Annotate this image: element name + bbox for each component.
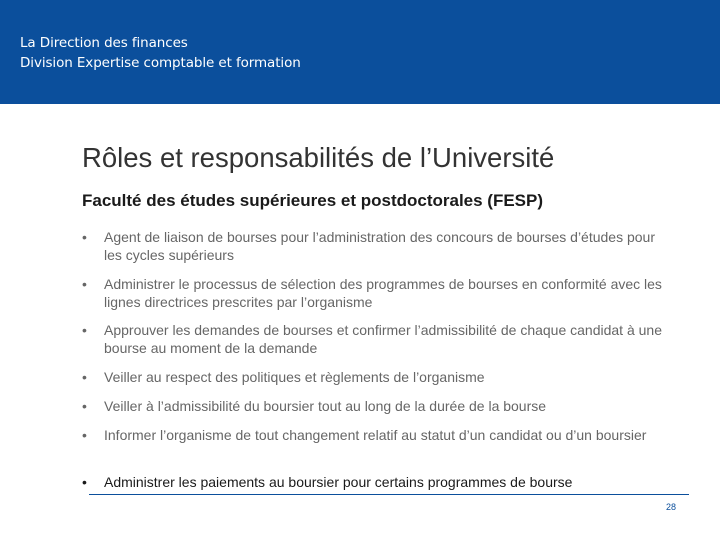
bullet-text: Administrer les paiements au boursier pour certains programmes de bourse	[104, 474, 573, 490]
bullet-marker: •	[82, 369, 87, 385]
bullet-marker: •	[82, 427, 87, 443]
bullet-marker: •	[82, 474, 87, 490]
footer-divider	[89, 494, 689, 495]
bullet-text: Veiller à l’admissibilité du boursier tout au long de la durée de la bourse	[104, 398, 547, 414]
bullet-marker: •	[82, 229, 87, 245]
slide-subtitle: Faculté des études supérieures et postdoctorales (FESP)	[82, 191, 544, 210]
page-number: 28	[666, 502, 677, 512]
bullet-marker: •	[82, 398, 87, 414]
bullet-text: Administrer le processus de sélection des programmes de bourses en conformité avec les lignes directrices prescrites par l’organisme	[104, 276, 662, 310]
bullet-marker: •	[82, 276, 87, 292]
header-line-2: Division Expertise comptable et formation	[20, 55, 301, 71]
bullet-text: Informer l’organisme de tout changement relatif au statut d’un candidat ou d’un boursier	[104, 427, 647, 443]
bullet-text: Approuver les demandes de bourses et confirmer l’admissibilité de chaque candidat à une bourse au moment de la demande	[104, 322, 662, 356]
bullet-text: Veiller au respect des politiques et règlements de l’organisme	[104, 369, 485, 385]
header-banner	[0, 0, 720, 104]
bullet-marker: •	[82, 322, 87, 338]
header-line-1: La Direction des finances	[20, 35, 188, 51]
slide-title: Rôles et responsabilités de l’Université	[82, 142, 555, 173]
bullet-text: Agent de liaison de bourses pour l’administration des concours de bourses d’études pour les cycles supérieurs	[104, 229, 656, 263]
